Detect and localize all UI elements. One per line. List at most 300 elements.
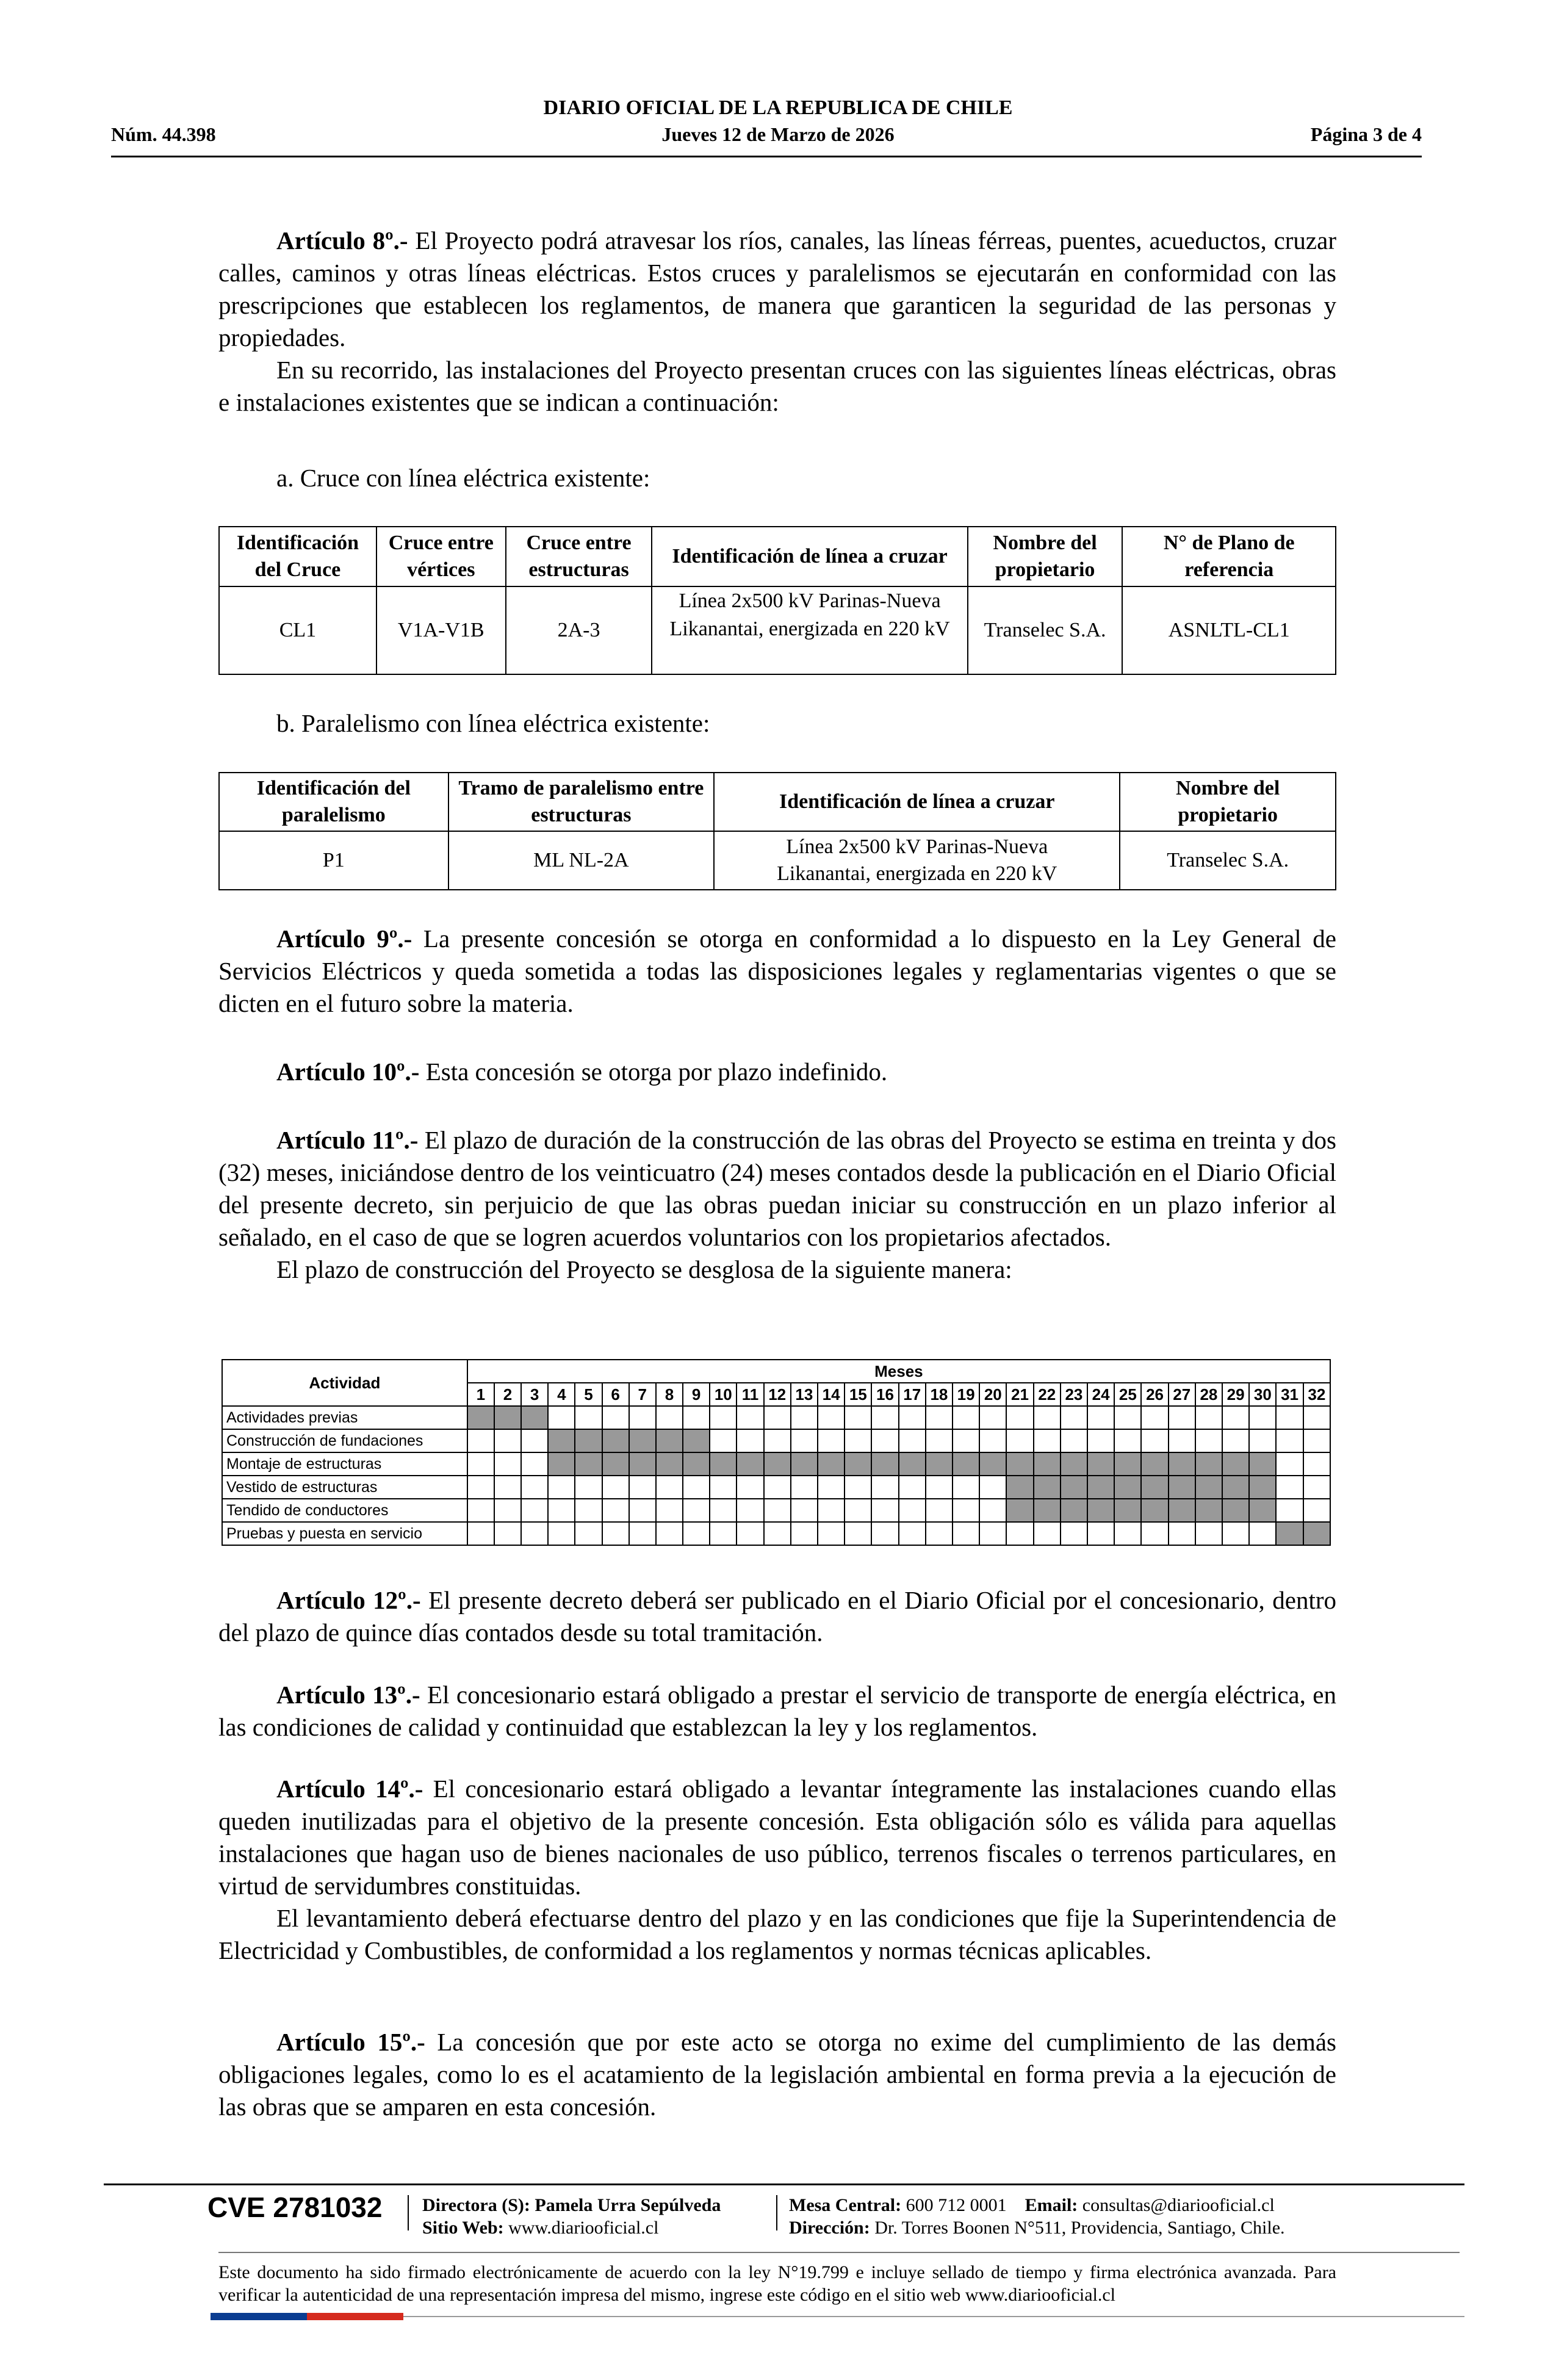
schedule-empty-cell	[1087, 1406, 1114, 1429]
schedule-empty-cell	[629, 1476, 656, 1499]
page-indicator: Página 3 de 4	[1310, 123, 1422, 145]
schedule-bar-cell	[548, 1452, 575, 1476]
schedule-bar-cell	[629, 1429, 656, 1452]
article-9	[218, 923, 1336, 1020]
schedule-row	[222, 1452, 1330, 1476]
schedule-empty-cell	[548, 1406, 575, 1429]
schedule-empty-cell	[979, 1406, 1006, 1429]
schedule-empty-cell	[575, 1499, 602, 1522]
schedule-bar-cell	[1061, 1476, 1087, 1499]
schedule-empty-cell	[494, 1476, 521, 1499]
schedule-empty-cell	[845, 1522, 871, 1545]
schedule-empty-cell	[899, 1522, 926, 1545]
month-number: 25	[1114, 1383, 1141, 1406]
schedule-bar-cell	[1087, 1476, 1114, 1499]
table-cell: Transelec S.A.	[968, 586, 1123, 674]
month-number: 22	[1034, 1383, 1061, 1406]
schedule-empty-cell	[1195, 1522, 1222, 1545]
footer-separator	[408, 2195, 409, 2230]
article-10-paragraph	[218, 1056, 1336, 1088]
article-8-heading: Artículo 8º.-	[276, 226, 408, 254]
month-number: 10	[710, 1383, 737, 1406]
schedule-empty-cell	[737, 1429, 763, 1452]
month-number: 30	[1249, 1383, 1276, 1406]
schedule-empty-cell	[1303, 1476, 1330, 1499]
phone-value: 600 712 0001	[901, 2195, 1007, 2215]
month-number: 11	[737, 1383, 763, 1406]
schedule-empty-cell	[1114, 1406, 1141, 1429]
schedule-empty-cell	[764, 1406, 791, 1429]
schedule-bar-cell	[1006, 1499, 1033, 1522]
article-14-paragraph	[218, 1773, 1336, 1902]
month-number: 6	[602, 1383, 629, 1406]
schedule-bar-cell	[575, 1452, 602, 1476]
schedule-empty-cell	[467, 1499, 494, 1522]
director-label: Directora (S):	[422, 2195, 530, 2215]
schedule-empty-cell	[899, 1476, 926, 1499]
schedule-bar-cell	[656, 1452, 683, 1476]
schedule-empty-cell	[656, 1476, 683, 1499]
schedule-empty-cell	[1276, 1476, 1303, 1499]
schedule-empty-cell	[953, 1499, 979, 1522]
construction-schedule	[222, 1359, 1331, 1546]
month-number: 9	[683, 1383, 710, 1406]
schedule-empty-cell	[818, 1429, 845, 1452]
schedule-empty-cell	[953, 1476, 979, 1499]
schedule-bar-cell	[818, 1452, 845, 1476]
schedule-empty-cell	[494, 1522, 521, 1545]
schedule-empty-cell	[656, 1522, 683, 1545]
schedule-empty-cell	[1006, 1522, 1033, 1545]
article-14-text: El concesionario estará obligado a levantar íntegramente las instalaciones cuando ellas queden inutilizadas para el objetivo de la presente concesión. Esta obligación sólo es válida para aquellas instalaciones que hagan uso de bienes nacionales de uso público, terrenos fiscales o terrenos particulares, en virtud de servidumbres constituidas.	[218, 1775, 1336, 1900]
schedule-empty-cell	[871, 1522, 898, 1545]
schedule-row	[222, 1476, 1330, 1499]
article-15-heading: Artículo 15º.-	[276, 2028, 425, 2056]
table-cell: 2A-3	[506, 586, 652, 674]
header-divider	[111, 156, 1422, 157]
schedule-bar-cell	[1169, 1499, 1195, 1522]
schedule-bar-cell	[521, 1406, 548, 1429]
schedule-empty-cell	[845, 1499, 871, 1522]
footer-thin-divider	[218, 2252, 1460, 2253]
crossing-col-header: Cruce entre vértices	[376, 527, 506, 586]
schedule-empty-cell	[1034, 1522, 1061, 1545]
schedule-empty-cell	[521, 1476, 548, 1499]
schedule-empty-cell	[818, 1499, 845, 1522]
article-8-text: El Proyecto podrá atravesar los ríos, canales, las líneas férreas, puentes, acueductos, cruzar calles, caminos y otras líneas eléctricas. Estos cruces y paralelismos se ejecutarán en conformidad con las prescripciones que establecen los reglamentos, de manera que garanticen la seguridad de las personas y propiedades.	[218, 226, 1336, 352]
activity-name: Actividades previas	[222, 1406, 467, 1429]
schedule-empty-cell	[1141, 1429, 1168, 1452]
schedule-empty-cell	[818, 1406, 845, 1429]
website-link[interactable]: www.diariooficial.cl	[503, 2218, 659, 2238]
article-11	[218, 1124, 1336, 1286]
schedule-empty-cell	[1303, 1452, 1330, 1476]
crossing-table	[218, 526, 1336, 675]
parallelism-col-header: Identificación de línea a cruzar	[714, 773, 1120, 831]
schedule-row	[222, 1429, 1330, 1452]
month-number: 29	[1222, 1383, 1249, 1406]
schedule-empty-cell	[871, 1406, 898, 1429]
schedule-empty-cell	[818, 1476, 845, 1499]
schedule-empty-cell	[1303, 1499, 1330, 1522]
article-10-heading: Artículo 10º.-	[276, 1058, 420, 1086]
director-name: Pamela Urra Sepúlveda	[530, 2195, 721, 2215]
article-13-heading: Artículo 13º.-	[276, 1681, 420, 1709]
schedule-empty-cell	[521, 1452, 548, 1476]
month-number: 24	[1087, 1383, 1114, 1406]
schedule-bar-cell	[1061, 1452, 1087, 1476]
parallelism-table	[218, 772, 1336, 890]
schedule-empty-cell	[710, 1429, 737, 1452]
schedule-empty-cell	[926, 1429, 953, 1452]
schedule-empty-cell	[791, 1499, 818, 1522]
schedule-bar-cell	[1249, 1452, 1276, 1476]
schedule-bar-cell	[602, 1429, 629, 1452]
article-11-heading: Artículo 11º.-	[276, 1126, 419, 1154]
schedule-empty-cell	[602, 1522, 629, 1545]
schedule-empty-cell	[791, 1406, 818, 1429]
month-number: 18	[926, 1383, 953, 1406]
schedule-bar-cell	[1114, 1452, 1141, 1476]
schedule-empty-cell	[683, 1476, 710, 1499]
email-link[interactable]: consultas@diariooficial.cl	[1078, 2195, 1275, 2215]
schedule-bar-cell	[1034, 1452, 1061, 1476]
schedule-empty-cell	[1222, 1522, 1249, 1545]
schedule-bar-cell	[1195, 1452, 1222, 1476]
email-label: Email:	[1025, 2195, 1078, 2215]
schedule-empty-cell	[899, 1406, 926, 1429]
schedule-empty-cell	[494, 1452, 521, 1476]
month-number: 26	[1141, 1383, 1168, 1406]
schedule-bar-cell	[1034, 1499, 1061, 1522]
schedule-empty-cell	[602, 1476, 629, 1499]
month-number: 28	[1195, 1383, 1222, 1406]
schedule-empty-cell	[737, 1476, 763, 1499]
schedule-empty-cell	[1006, 1406, 1033, 1429]
schedule-bar-cell	[737, 1452, 763, 1476]
schedule-empty-cell	[926, 1476, 953, 1499]
schedule-empty-cell	[494, 1429, 521, 1452]
schedule-bar-cell	[1061, 1499, 1087, 1522]
schedule-empty-cell	[1249, 1406, 1276, 1429]
months-header: Meses	[467, 1360, 1330, 1383]
schedule-empty-cell	[1114, 1522, 1141, 1545]
schedule-empty-cell	[1169, 1429, 1195, 1452]
activity-name: Tendido de conductores	[222, 1499, 467, 1522]
schedule-empty-cell	[926, 1499, 953, 1522]
schedule-empty-cell	[1087, 1429, 1114, 1452]
schedule-empty-cell	[629, 1522, 656, 1545]
crossing-col-header: Identificación de línea a cruzar	[652, 527, 967, 586]
schedule-bar-cell	[1169, 1452, 1195, 1476]
schedule-empty-cell	[494, 1499, 521, 1522]
schedule-empty-cell	[764, 1522, 791, 1545]
article-8-paragraph	[218, 225, 1336, 354]
schedule-empty-cell	[1006, 1429, 1033, 1452]
schedule-empty-cell	[1034, 1429, 1061, 1452]
schedule-bar-cell	[629, 1452, 656, 1476]
newspaper-title: DIARIO OFICIAL DE LA REPUBLICA DE CHILE	[543, 96, 1013, 119]
schedule-empty-cell	[1061, 1429, 1087, 1452]
schedule-header-row	[222, 1360, 1330, 1383]
schedule-bar-cell	[1087, 1452, 1114, 1476]
article-12-heading: Artículo 12º.-	[276, 1586, 421, 1614]
activity-header: Actividad	[222, 1360, 467, 1406]
subsection-a-wrapper	[218, 462, 1336, 494]
schedule-empty-cell	[899, 1429, 926, 1452]
month-number: 17	[899, 1383, 926, 1406]
schedule-bar-cell	[1222, 1476, 1249, 1499]
crossing-col-header: Cruce entre estructuras	[506, 527, 652, 586]
article-11-paragraph	[218, 1124, 1336, 1253]
schedule-empty-cell	[1169, 1522, 1195, 1545]
article-15-paragraph	[218, 2026, 1336, 2123]
schedule-empty-cell	[979, 1522, 1006, 1545]
schedule-row	[222, 1406, 1330, 1429]
article-13-paragraph	[218, 1679, 1336, 1744]
schedule-bar-cell	[1006, 1452, 1033, 1476]
article-8-paragraph-2: En su recorrido, las instalaciones del Proyecto presentan cruces con las siguientes líneas eléctricas, obras e instalaciones existentes que se indican a continuación:	[218, 356, 1336, 416]
schedule-empty-cell	[1222, 1429, 1249, 1452]
month-number: 32	[1303, 1383, 1330, 1406]
subsection-b: b. Paralelismo con línea eléctrica existente:	[276, 709, 710, 737]
table-cell: CL1	[219, 586, 376, 674]
schedule-empty-cell	[1195, 1406, 1222, 1429]
table-cell: Transelec S.A.	[1120, 831, 1336, 890]
schedule-empty-cell	[871, 1476, 898, 1499]
schedule-empty-cell	[467, 1476, 494, 1499]
schedule-bar-cell	[548, 1429, 575, 1452]
schedule-bar-cell	[845, 1452, 871, 1476]
schedule-empty-cell	[467, 1522, 494, 1545]
schedule-bar-cell	[1195, 1499, 1222, 1522]
schedule-empty-cell	[871, 1429, 898, 1452]
website-label: Sitio Web:	[422, 2218, 504, 2238]
schedule-empty-cell	[1141, 1522, 1168, 1545]
activity-name: Montaje de estructuras	[222, 1452, 467, 1476]
schedule-row	[222, 1522, 1330, 1545]
schedule-empty-cell	[629, 1499, 656, 1522]
schedule-bar-cell	[494, 1406, 521, 1429]
schedule-bar-cell	[1249, 1499, 1276, 1522]
activity-name: Vestido de estructuras	[222, 1476, 467, 1499]
schedule-empty-cell	[548, 1499, 575, 1522]
article-13	[218, 1679, 1336, 1744]
subsection-a: a. Cruce con línea eléctrica existente:	[276, 464, 650, 492]
footer-bottom-line	[403, 2316, 1464, 2317]
month-number: 4	[548, 1383, 575, 1406]
schedule-empty-cell	[602, 1406, 629, 1429]
schedule-bar-cell	[1222, 1499, 1249, 1522]
schedule-empty-cell	[791, 1476, 818, 1499]
schedule-empty-cell	[764, 1499, 791, 1522]
article-14-heading: Artículo 14º.-	[276, 1775, 423, 1803]
parallelism-col-header: Nombre del propietario	[1120, 773, 1336, 831]
schedule-empty-cell	[979, 1499, 1006, 1522]
footer-contact	[789, 2194, 1285, 2239]
activity-name: Pruebas y puesta en servicio	[222, 1522, 467, 1545]
footer-separator	[776, 2195, 777, 2230]
article-9-heading: Artículo 9º.-	[276, 925, 412, 953]
schedule-row	[222, 1499, 1330, 1522]
month-number: 20	[979, 1383, 1006, 1406]
parallelism-table-header	[219, 773, 1336, 831]
schedule-empty-cell	[710, 1499, 737, 1522]
schedule-empty-cell	[683, 1522, 710, 1545]
schedule-empty-cell	[710, 1406, 737, 1429]
article-11-paragraph-2: El plazo de construcción del Proyecto se desglosa de la siguiente manera:	[276, 1255, 1012, 1283]
schedule-empty-cell	[1114, 1429, 1141, 1452]
schedule-bar-cell	[683, 1429, 710, 1452]
month-number: 7	[629, 1383, 656, 1406]
schedule-bar-cell	[926, 1452, 953, 1476]
month-number: 13	[791, 1383, 818, 1406]
footer-divider	[104, 2183, 1464, 2185]
flag-stripe-blue	[211, 2313, 307, 2320]
schedule-bar-cell	[764, 1452, 791, 1476]
article-9-text: La presente concesión se otorga en conformidad a lo dispuesto en la Ley General de Servicios Eléctricos y queda sometida a todas las disposiciones legales y reglamentarias vigentes o que se dicten en el futuro sobre la materia.	[218, 925, 1336, 1017]
schedule-bar-cell	[1006, 1476, 1033, 1499]
article-14	[218, 1773, 1336, 1967]
schedule-empty-cell	[818, 1522, 845, 1545]
schedule-empty-cell	[1141, 1406, 1168, 1429]
schedule-empty-cell	[629, 1406, 656, 1429]
schedule-empty-cell	[575, 1406, 602, 1429]
table-cell: Línea 2x500 kV Parinas-Nueva Likanantai, energizada en 220 kV	[652, 586, 967, 674]
address-line	[789, 2216, 1285, 2239]
month-number: 23	[1061, 1383, 1087, 1406]
parallelism-col-header: Identificación del paralelismo	[219, 773, 448, 831]
address-value: Dr. Torres Boonen N°511, Providencia, Santiago, Chile.	[870, 2218, 1285, 2238]
schedule-bar-cell	[1303, 1522, 1330, 1545]
crossing-col-header: N° de Plano de referencia	[1122, 527, 1336, 586]
article-12	[218, 1584, 1336, 1649]
schedule-empty-cell	[1276, 1406, 1303, 1429]
schedule-empty-cell	[1276, 1499, 1303, 1522]
schedule-bar-cell	[1249, 1476, 1276, 1499]
schedule-empty-cell	[845, 1429, 871, 1452]
month-number: 12	[764, 1383, 791, 1406]
schedule-empty-cell	[602, 1499, 629, 1522]
schedule-bar-cell	[1141, 1452, 1168, 1476]
schedule-empty-cell	[683, 1406, 710, 1429]
schedule-bar-cell	[467, 1406, 494, 1429]
schedule-empty-cell	[1061, 1522, 1087, 1545]
schedule-empty-cell	[1222, 1406, 1249, 1429]
schedule-empty-cell	[791, 1522, 818, 1545]
crossing-col-header: Identificación del Cruce	[219, 527, 376, 586]
schedule-empty-cell	[521, 1499, 548, 1522]
schedule-empty-cell	[1276, 1429, 1303, 1452]
month-number: 1	[467, 1383, 494, 1406]
schedule-empty-cell	[1061, 1406, 1087, 1429]
schedule-empty-cell	[521, 1522, 548, 1545]
schedule-empty-cell	[575, 1476, 602, 1499]
schedule-empty-cell	[926, 1406, 953, 1429]
director-line	[422, 2194, 721, 2216]
schedule-empty-cell	[737, 1406, 763, 1429]
article-9-paragraph	[218, 923, 1336, 1020]
subsection-b-wrapper	[218, 707, 1336, 740]
article-12-paragraph	[218, 1584, 1336, 1649]
schedule-bar-cell	[1087, 1499, 1114, 1522]
address-label: Dirección:	[789, 2218, 870, 2238]
schedule-empty-cell	[845, 1476, 871, 1499]
article-15-text: La concesión que por este acto se otorga no exime del cumplimiento de las demás obligaciones legales, como lo es el acatamiento de la legislación ambiental en forma previa a la ejecución de las obras que se amparen en esta concesión.	[218, 2028, 1336, 2121]
schedule-empty-cell	[953, 1429, 979, 1452]
schedule-empty-cell	[656, 1406, 683, 1429]
activity-name: Construcción de fundaciones	[222, 1429, 467, 1452]
contact-line	[789, 2194, 1285, 2216]
schedule-empty-cell	[979, 1429, 1006, 1452]
table-cell: V1A-V1B	[376, 586, 506, 674]
schedule-bar-cell	[575, 1429, 602, 1452]
article-15	[218, 2026, 1336, 2123]
schedule-empty-cell	[845, 1406, 871, 1429]
schedule-bar-cell	[791, 1452, 818, 1476]
schedule-empty-cell	[521, 1429, 548, 1452]
flag-stripe-red	[307, 2313, 403, 2320]
schedule-empty-cell	[1303, 1406, 1330, 1429]
schedule-empty-cell	[899, 1499, 926, 1522]
schedule-bar-cell	[1195, 1476, 1222, 1499]
article-13-text: El concesionario estará obligado a prestar el servicio de transporte de energía eléctrica, en las condiciones de calidad y continuidad que establezcan la ley y los reglamentos.	[218, 1681, 1337, 1741]
schedule-bar-cell	[1034, 1476, 1061, 1499]
issue-number: Núm. 44.398	[111, 123, 216, 145]
legal-notice: Este documento ha sido firmado electrónicamente de acuerdo con la ley N°19.799 e incluye sellado de tiempo y firma electrónica avanzada. Para verificar la autenticidad de una representación impresa del mismo, ingrese este código en el sitio web www.diariooficial.cl	[218, 2262, 1336, 2305]
schedule-empty-cell	[467, 1452, 494, 1476]
schedule-empty-cell	[1169, 1406, 1195, 1429]
article-12-text: El presente decreto deberá ser publicado en el Diario Oficial por el concesionario, dentro del plazo de quince días contados desde su total tramitación.	[218, 1586, 1336, 1646]
schedule-empty-cell	[467, 1429, 494, 1452]
schedule-empty-cell	[1249, 1522, 1276, 1545]
cve-code: CVE 2781032	[207, 2191, 383, 2223]
month-number: 19	[953, 1383, 979, 1406]
schedule-empty-cell	[764, 1429, 791, 1452]
schedule-bar-cell	[1114, 1476, 1141, 1499]
crossing-table-header	[219, 527, 1336, 586]
schedule-bar-cell	[1276, 1522, 1303, 1545]
article-11-text: El plazo de duración de la construcción de las obras del Proyecto se estima en treinta y dos (32) meses, iniciándose dentro de los veinticuatro (24) meses contados desde la publicación en el Diario Oficial del presente decreto, sin perjuicio de que las obras puedan iniciar su construcción en un plazo inferior al señalado, en el caso de que se logren acuerdos voluntarios con los propietarios afectados.	[218, 1126, 1336, 1251]
table-cell: ASNLTL-CL1	[1122, 586, 1336, 674]
month-number: 3	[521, 1383, 548, 1406]
month-number: 16	[871, 1383, 898, 1406]
month-number: 14	[818, 1383, 845, 1406]
schedule-bar-cell	[1114, 1499, 1141, 1522]
month-number: 21	[1006, 1383, 1033, 1406]
table-cell: P1	[219, 831, 448, 890]
month-number: 27	[1169, 1383, 1195, 1406]
schedule-bar-cell	[979, 1452, 1006, 1476]
schedule-empty-cell	[737, 1499, 763, 1522]
parallelism-col-header: Tramo de paralelismo entre estructuras	[448, 773, 714, 831]
schedule-empty-cell	[710, 1476, 737, 1499]
schedule-empty-cell	[1087, 1522, 1114, 1545]
website-line	[422, 2216, 721, 2239]
schedule-empty-cell	[791, 1429, 818, 1452]
schedule-bar-cell	[953, 1452, 979, 1476]
schedule-empty-cell	[1303, 1429, 1330, 1452]
table-row	[219, 831, 1336, 890]
table-row	[219, 586, 1336, 674]
schedule-bar-cell	[1169, 1476, 1195, 1499]
footer-director	[422, 2194, 721, 2239]
schedule-empty-cell	[1276, 1452, 1303, 1476]
schedule-empty-cell	[1195, 1429, 1222, 1452]
schedule-bar-cell	[871, 1452, 898, 1476]
issue-date: Jueves 12 de Marzo de 2026	[661, 123, 895, 145]
schedule-bar-cell	[683, 1452, 710, 1476]
